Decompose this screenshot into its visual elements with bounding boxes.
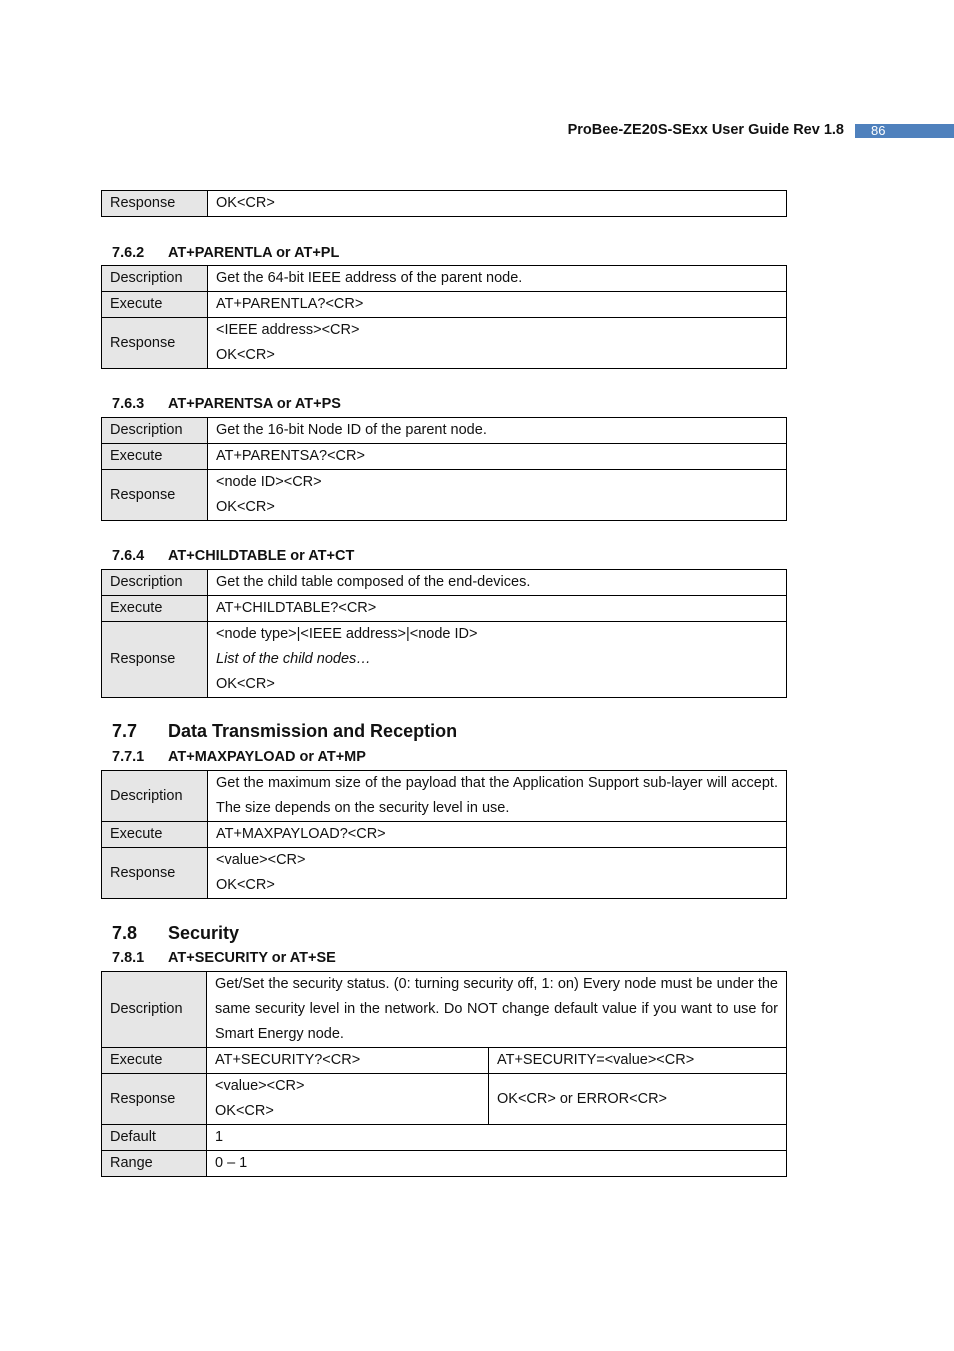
execute-value: AT+PARENTLA?<CR> bbox=[208, 292, 787, 318]
response-table-continued bbox=[101, 190, 787, 217]
description-label: Description bbox=[102, 570, 208, 596]
childtable-table bbox=[101, 569, 787, 698]
maxpayload-table bbox=[101, 770, 787, 899]
section-number: 7.7 bbox=[112, 721, 138, 741]
section-title: Security bbox=[168, 923, 240, 943]
default-value: 1 bbox=[207, 1125, 787, 1151]
section-title: AT+PARENTSA or AT+PS bbox=[168, 396, 341, 412]
range-label: Range bbox=[102, 1151, 207, 1177]
section-heading-7-7 bbox=[112, 721, 457, 742]
execute-value: AT+CHILDTABLE?<CR> bbox=[208, 596, 787, 622]
response-value bbox=[208, 318, 787, 369]
description-value: Get the 16-bit Node ID of the parent node. bbox=[208, 418, 787, 444]
execute-label: Execute bbox=[102, 822, 208, 848]
response-line: <value><CR> bbox=[216, 852, 306, 868]
execute-label: Execute bbox=[102, 444, 208, 470]
section-number: 7.6.2 bbox=[112, 245, 145, 261]
description-label: Description bbox=[102, 771, 208, 822]
description-label: Description bbox=[102, 418, 208, 444]
response-line: OK<CR> bbox=[216, 877, 275, 893]
response-line: OK<CR> bbox=[215, 1103, 274, 1119]
execute-value: AT+PARENTSA?<CR> bbox=[208, 444, 787, 470]
response-value bbox=[208, 622, 787, 698]
execute-set-value: AT+SECURITY=<value><CR> bbox=[489, 1048, 787, 1074]
response-value bbox=[208, 470, 787, 521]
description-value: Get the maximum size of the payload that the Application Support sub-layer will accept. The size depends on the security level in use. bbox=[208, 771, 787, 822]
response-label: Response bbox=[102, 848, 208, 899]
page-number: 86 bbox=[855, 124, 954, 138]
section-number: 7.6.4 bbox=[112, 548, 145, 564]
response-label: Response bbox=[102, 191, 208, 217]
response-line: <IEEE address><CR> bbox=[216, 322, 360, 338]
description-value: Get the child table composed of the end-devices. bbox=[208, 570, 787, 596]
execute-value: AT+MAXPAYLOAD?<CR> bbox=[208, 822, 787, 848]
section-heading-7-6-3 bbox=[112, 396, 341, 412]
section-heading-7-7-1 bbox=[112, 749, 366, 765]
section-title: AT+MAXPAYLOAD or AT+MP bbox=[168, 749, 366, 765]
response-line: OK<CR> bbox=[216, 499, 275, 515]
response-line: <node type>|<IEEE address>|<node ID> bbox=[216, 626, 478, 642]
execute-label: Execute bbox=[102, 292, 208, 318]
range-value: 0 – 1 bbox=[207, 1151, 787, 1177]
section-number: 7.8 bbox=[112, 923, 138, 943]
response-line: List of the child nodes… bbox=[216, 651, 371, 667]
section-heading-7-8 bbox=[112, 923, 239, 944]
response-value bbox=[208, 848, 787, 899]
response-set-value: OK<CR> or ERROR<CR> bbox=[489, 1074, 787, 1125]
description-label: Description bbox=[102, 972, 207, 1048]
section-heading-7-6-2 bbox=[112, 245, 339, 261]
response-line: OK<CR> bbox=[216, 676, 275, 692]
execute-label: Execute bbox=[102, 596, 208, 622]
section-heading-7-8-1 bbox=[112, 950, 336, 966]
description-value: Get/Set the security status. (0: turning security off, 1: on) Every node must be under the same security level in the network. Do NOT change default value if you want to use for Smart Energy node. bbox=[207, 972, 787, 1048]
section-title: AT+CHILDTABLE or AT+CT bbox=[168, 548, 355, 564]
section-number: 7.6.3 bbox=[112, 396, 145, 412]
response-value: OK<CR> bbox=[208, 191, 787, 217]
response-line: OK<CR> bbox=[216, 347, 275, 363]
security-table bbox=[101, 971, 787, 1177]
section-heading-7-6-4 bbox=[112, 548, 354, 564]
response-line: <node ID><CR> bbox=[216, 474, 322, 490]
section-number: 7.7.1 bbox=[112, 749, 145, 765]
section-title: AT+SECURITY or AT+SE bbox=[168, 950, 336, 966]
response-get-value bbox=[207, 1074, 489, 1125]
parentla-table bbox=[101, 265, 787, 369]
default-label: Default bbox=[102, 1125, 207, 1151]
response-label: Response bbox=[102, 470, 208, 521]
response-label: Response bbox=[102, 622, 208, 698]
section-title: AT+PARENTLA or AT+PL bbox=[168, 245, 340, 261]
description-label: Description bbox=[102, 266, 208, 292]
description-value: Get the 64-bit IEEE address of the parent node. bbox=[208, 266, 787, 292]
parentsa-table bbox=[101, 417, 787, 521]
document-header-title: ProBee-ZE20S-SExx User Guide Rev 1.8 bbox=[567, 122, 844, 138]
section-number: 7.8.1 bbox=[112, 950, 145, 966]
execute-label: Execute bbox=[102, 1048, 207, 1074]
execute-get-value: AT+SECURITY?<CR> bbox=[207, 1048, 489, 1074]
response-label: Response bbox=[102, 1074, 207, 1125]
response-label: Response bbox=[102, 318, 208, 369]
section-title: Data Transmission and Reception bbox=[168, 721, 458, 741]
response-line: <value><CR> bbox=[215, 1078, 305, 1094]
